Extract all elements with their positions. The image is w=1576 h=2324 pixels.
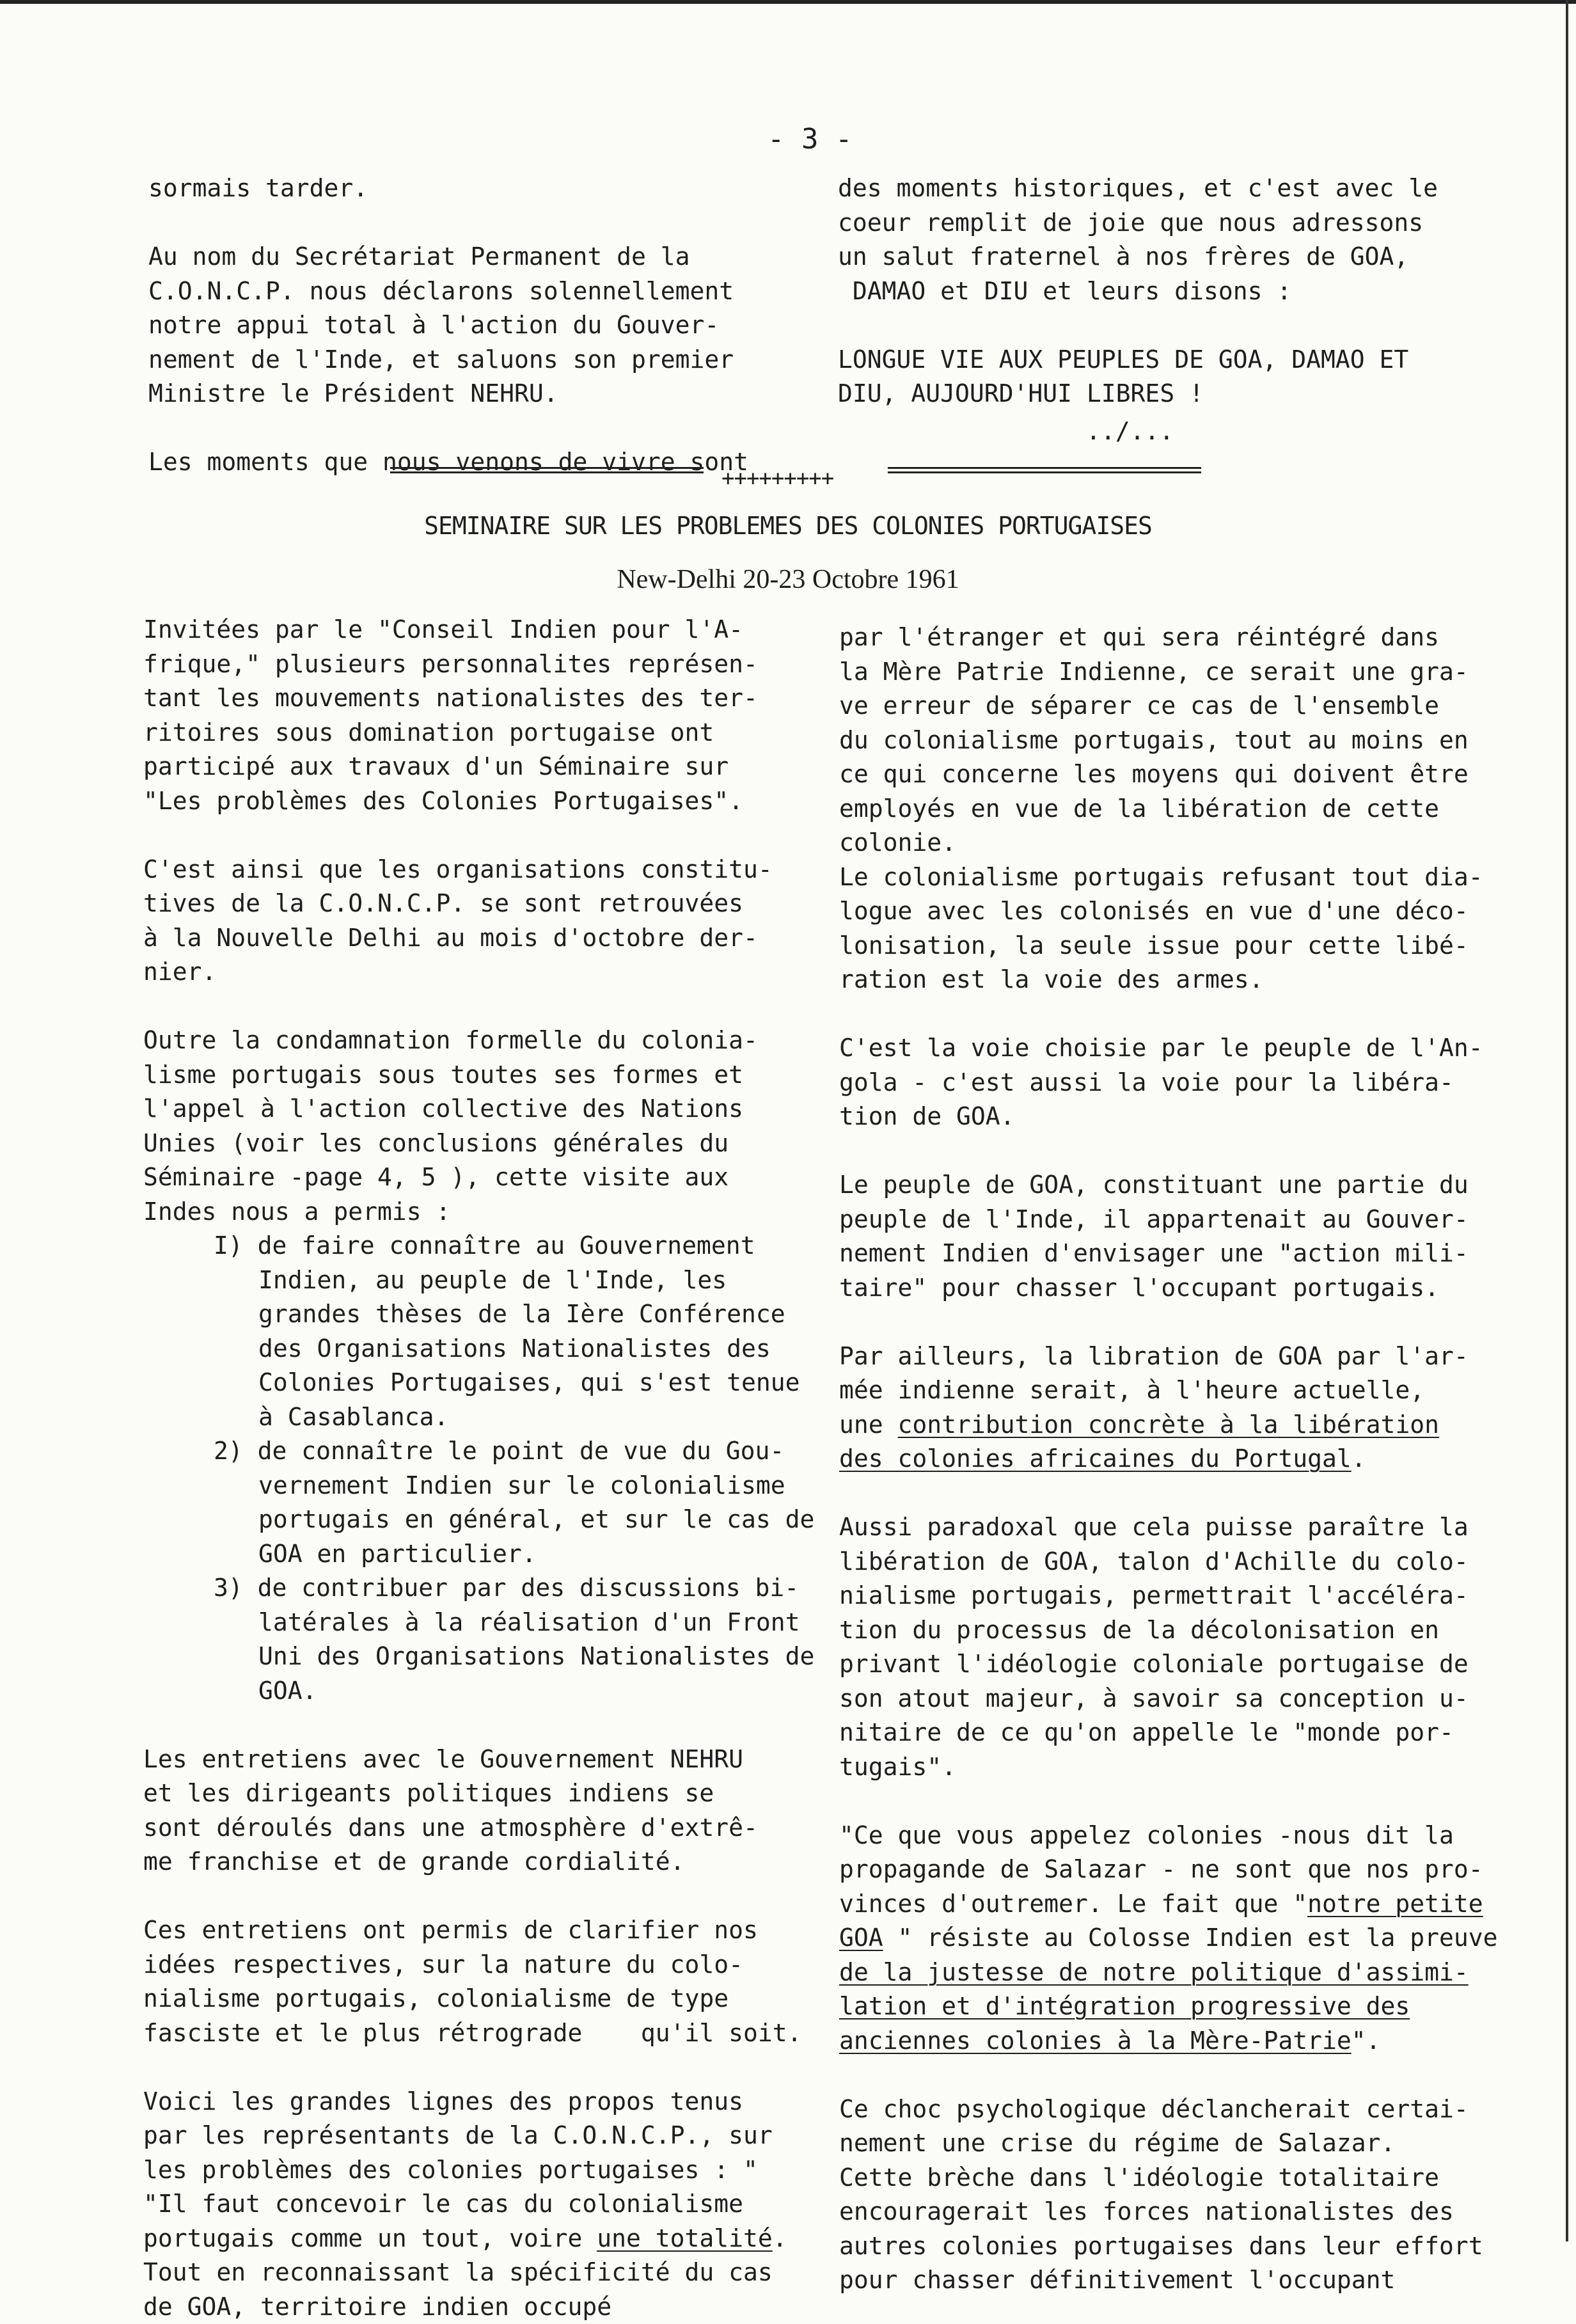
text-line: [143, 853, 821, 887]
line-text: Aussi paradoxal que cela puisse paraître la: [839, 1513, 1469, 1541]
line-text: 3) de contribuer par des discussions bi-: [214, 1574, 799, 1602]
line-text: Outre la condamnation formelle du colonia-: [143, 1026, 758, 1054]
line-text: Invitées par le "Conseil Indien pour l'A-: [143, 615, 743, 644]
text-line: [143, 818, 821, 853]
text-line: [143, 2119, 821, 2153]
line-text: LONGUE VIE AUX PEUPLES DE GOA, DAMAO ET: [838, 345, 1408, 374]
top-left-column: [148, 171, 788, 480]
line-text: taire" pour chasser l'occupant portugais.: [839, 1274, 1439, 1302]
line-text: de GOA, territoire indien occupé: [143, 2293, 611, 2321]
section-divider: [0, 467, 1576, 493]
text-line: [143, 2290, 821, 2324]
line-text: peuple de l'Inde, il appartenait au Gouver-: [839, 1205, 1469, 1233]
text-line: [148, 206, 788, 241]
text-line: [143, 1503, 821, 1537]
line-text: Voici les grandes lignes des propos tenus: [143, 2087, 743, 2115]
text-line: [839, 1373, 1549, 1408]
line-text: Unies (voir les conclusions générales du: [143, 1129, 729, 1157]
line-text: vernement Indien sur le colonialisme: [258, 1471, 785, 1499]
line-text-after: ".: [1351, 2027, 1381, 2055]
line-text: libération de GOA, talon d'Achille du colo-: [839, 1547, 1469, 1576]
left-column: [143, 613, 821, 2324]
text-line: [839, 1682, 1549, 1716]
line-text: I) de faire connaître au Gouvernement: [214, 1231, 755, 1260]
text-line: [839, 1237, 1549, 1271]
text-line: [143, 955, 821, 990]
text-line: [838, 343, 1541, 377]
underlined-text: lation et d'intégration progressive des: [839, 1992, 1410, 2020]
text-line: [148, 411, 788, 446]
text-line: [839, 997, 1549, 1032]
line-text: Colonies Portugaises, qui s'est tenue: [258, 1368, 800, 1396]
text-line: [839, 1476, 1549, 1511]
line-text: propagande de Salazar - ne sont que nos pro-: [839, 1855, 1483, 1883]
line-text: DAMAO et DIU et leurs disons :: [838, 277, 1291, 305]
text-line: [143, 1366, 821, 1400]
underlined-text: de la justesse de notre politique d'assimi-: [839, 1958, 1469, 1986]
line-text: latérales à la réalisation d'un Front: [258, 1608, 800, 1636]
text-line: [839, 1203, 1549, 1237]
text-line: [143, 2256, 821, 2290]
text-line: [839, 1819, 1549, 1853]
text-line: [839, 1408, 1549, 1443]
line-text: Indien, au peuple de l'Inde, les: [258, 1266, 727, 1294]
line-text: par l'étranger et qui sera réintégré dans: [839, 623, 1439, 651]
seminar-place-date: New-Delhi 20-23 Octobre 1961: [0, 564, 1576, 595]
text-line: [839, 1510, 1549, 1545]
line-text: grandes thèses de la Ière Conférence: [258, 1300, 785, 1328]
line-text: Le peuple de GOA, constituant une partie du: [839, 1171, 1469, 1199]
text-line: [143, 1332, 821, 1366]
text-line: [838, 171, 1541, 206]
text-line: [143, 1606, 821, 1640]
text-line: [148, 377, 788, 411]
line-text: ve erreur de séparer ce cas de l'ensemble: [839, 692, 1439, 720]
text-line: [143, 1160, 821, 1195]
line-text: C'est ainsi que les organisations constitu-: [143, 855, 773, 883]
text-line: [143, 990, 821, 1024]
line-text: C.O.N.C.P. nous déclarons solennellement: [148, 277, 734, 305]
text-line: [143, 750, 821, 784]
page-number: - 3 -: [768, 123, 852, 155]
text-line: [143, 1126, 821, 1161]
text-line: [839, 1647, 1549, 1682]
divider-line-left: [390, 467, 704, 473]
line-text: GOA en particulier.: [258, 1540, 537, 1568]
text-line: [148, 274, 788, 309]
line-text: lonisation, la seule issue pour cette libé-: [839, 931, 1469, 960]
line-text: portugais comme un tout, voire: [143, 2224, 597, 2252]
line-text: les problèmes des colonies portugaises : ": [143, 2156, 758, 2184]
text-line: [143, 647, 821, 682]
line-text: nitaire de ce qu'on appelle le "monde por-: [839, 1718, 1454, 1746]
line-text: Ces entretiens ont permis de clarifier nos: [143, 1916, 758, 1944]
text-line: [838, 206, 1541, 241]
text-line: [143, 784, 821, 819]
text-line: [839, 1168, 1549, 1203]
line-text: Séminaire -page 4, 5 ), cette visite aux: [143, 1163, 729, 1191]
text-line: [839, 1989, 1549, 2024]
text-line: [839, 2024, 1549, 2059]
text-line: [839, 894, 1549, 929]
text-line: [143, 1708, 821, 1743]
text-line: [143, 921, 821, 956]
line-text: notre appui total à l'action du Gouver-: [148, 311, 719, 339]
line-text: et les dirigeants politiques indiens se: [143, 1779, 714, 1807]
line-text: l'appel à l'action collective des Nations: [143, 1095, 743, 1123]
line-text: tives de la C.O.N.C.P. se sont retrouvées: [143, 889, 743, 917]
line-text: du colonialisme portugais, tout au moins en: [839, 726, 1469, 754]
line-text: vinces d'outremer. Le fait que ": [839, 1890, 1307, 1918]
line-text: pour chasser définitivement l'occupant: [839, 2266, 1395, 2294]
page-right-edge: [1566, 0, 1568, 2241]
seminar-title: SEMINAIRE SUR LES PROBLEMES DES COLONIES PORTUGAISES: [0, 512, 1576, 540]
text-line: [143, 2016, 821, 2051]
line-text: Cette brèche dans l'idéologie totalitaire: [839, 2163, 1439, 2192]
line-text: frique," plusieurs personnalites représen-: [143, 650, 758, 678]
text-line: [839, 963, 1549, 997]
text-line: [143, 1537, 821, 1572]
text-line: [839, 2229, 1549, 2264]
text-line: [839, 1271, 1549, 1306]
line-text: tugais".: [839, 1753, 956, 1781]
text-line: [143, 1263, 821, 1298]
line-text: Le colonialisme portugais refusant tout dia-: [839, 863, 1483, 891]
text-line: [143, 1400, 821, 1435]
line-text: DIU, AUJOURD'HUI LIBRES !: [838, 379, 1204, 407]
text-line: [143, 1092, 821, 1126]
text-line: [839, 1956, 1549, 1990]
line-text: colonie.: [839, 828, 956, 857]
text-line: [143, 1776, 821, 1811]
line-text: "Il faut concevoir le cas du colonialisme: [143, 2190, 743, 2218]
text-line: [839, 2092, 1549, 2127]
line-text: autres colonies portugaises dans leur effort: [839, 2232, 1483, 2260]
text-line: [143, 1469, 821, 1503]
text-line: [143, 1674, 821, 1709]
text-line: [838, 240, 1541, 274]
text-line: [143, 1297, 821, 1332]
continued-mark: ../...: [1086, 417, 1174, 445]
line-text: nement de l'Inde, et saluons son premier: [148, 345, 734, 374]
line-text: participé aux travaux d'un Séminaire sur: [143, 752, 729, 780]
underlined-text: des colonies africaines du Portugal: [839, 1444, 1351, 1473]
line-text: nialisme portugais, permettrait l'accéléra-: [839, 1581, 1469, 1609]
text-line: [839, 1100, 1549, 1134]
line-text: des moments historiques, et c'est avec le: [838, 174, 1438, 202]
line-text: coeur remplit de joie que nous adressons: [838, 209, 1423, 237]
text-line: [143, 1811, 821, 1846]
line-text: nement une crise du régime de Salazar.: [839, 2129, 1395, 2157]
text-line: [143, 1743, 821, 1777]
line-text: Uni des Organisations Nationalistes de: [258, 1642, 814, 1670]
line-text: une: [839, 1411, 898, 1439]
text-line: [143, 1982, 821, 2016]
text-line: [839, 655, 1549, 690]
line-text: "Ce que vous appelez colonies -nous dit la: [839, 1821, 1454, 1849]
text-line: [839, 757, 1549, 792]
text-line: [838, 274, 1541, 309]
line-text: Les moments que nous venons de vivre sont: [148, 448, 748, 476]
line-text: Au nom du Secrétariat Permanent de la: [148, 242, 690, 271]
text-line: [839, 1134, 1549, 1169]
line-text: ritoires sous domination portugaise ont: [143, 718, 714, 747]
text-line: [839, 1716, 1549, 1750]
line-text: par les représentants de la C.O.N.C.P., sur: [143, 2121, 773, 2149]
line-text: privant l'idéologie coloniale portugaise de: [839, 1650, 1469, 1678]
underlined-text: GOA: [839, 1924, 883, 1952]
line-text: ration est la voie des armes.: [839, 965, 1263, 993]
text-line: [839, 1545, 1549, 1579]
line-text: son atout majeur, à savoir sa conception u-: [839, 1684, 1469, 1712]
text-line: [839, 1887, 1549, 1922]
line-text: fasciste et le plus rétrograde qu'il soit.: [143, 2019, 802, 2047]
line-text: me franchise et de grande cordialité.: [143, 1847, 684, 1876]
text-line: [839, 1031, 1549, 1066]
text-line: [143, 2153, 821, 2188]
text-line: [839, 2058, 1549, 2092]
text-line: [839, 1066, 1549, 1100]
text-line: [839, 621, 1549, 655]
text-line: [143, 1024, 821, 1058]
text-line: [839, 792, 1549, 826]
text-line: [839, 2126, 1549, 2161]
line-text: employés en vue de la libération de cette: [839, 794, 1439, 823]
text-line: [143, 1879, 821, 1914]
line-text: nier.: [143, 958, 216, 986]
text-line: [838, 377, 1541, 411]
text-line: [839, 826, 1549, 860]
text-line: [839, 1579, 1549, 1613]
page-top-edge: [0, 0, 1576, 4]
text-line: [839, 1784, 1549, 1819]
text-line: [838, 308, 1541, 343]
line-text: la Mère Patrie Indienne, ce serait une gra-: [839, 658, 1469, 686]
line-text: lisme portugais sous toutes ses formes et: [143, 1061, 743, 1089]
line-text: sormais tarder.: [148, 174, 368, 202]
line-text: des Organisations Nationalistes des: [258, 1334, 771, 1363]
line-text: tant les mouvements nationalistes des ter-: [143, 684, 758, 712]
text-line: [839, 929, 1549, 963]
line-text: Ce choc psychologique déclancherait certai-: [839, 2095, 1469, 2123]
line-text: "Les problèmes des Colonies Portugaises".: [143, 787, 743, 815]
text-line: [148, 240, 788, 274]
line-text: encouragerait les forces nationalistes des: [839, 2197, 1454, 2225]
line-text: Indes nous a permis :: [143, 1198, 450, 1226]
line-text: GOA.: [258, 1677, 317, 1705]
text-line: [143, 1195, 821, 1229]
text-line: [143, 1640, 821, 1674]
text-line: [143, 1434, 821, 1469]
line-text: idées respectives, sur la nature du colo-: [143, 1950, 743, 1979]
divider-crosses: +++++++++: [721, 466, 833, 491]
underlined-text: anciennes colonies à la Mère-Patrie: [839, 2027, 1351, 2055]
text-line: [148, 343, 788, 377]
text-line: [143, 887, 821, 921]
line-text: Tout en reconnaissant la spécificité du cas: [143, 2258, 773, 2286]
line-text-after: .: [773, 2224, 787, 2252]
text-line: [839, 1613, 1549, 1648]
line-text: Les entretiens avec le Gouvernement NEHRU: [143, 1745, 743, 1773]
text-line: [148, 308, 788, 343]
line-text: portugais en général, et sur le cas de: [258, 1505, 814, 1533]
line-text: tion de GOA.: [839, 1102, 1015, 1130]
line-text: tion du processus de la décolonisation en: [839, 1616, 1439, 1644]
underlined-text: une totalité: [597, 2224, 773, 2252]
text-line: [148, 171, 788, 206]
text-line: [143, 681, 821, 716]
text-line: [143, 2085, 821, 2119]
text-line: [143, 2187, 821, 2222]
text-line: [143, 1229, 821, 1263]
text-line: [143, 1948, 821, 1982]
line-text-after: " résiste au Colosse Indien est la preuve: [883, 1924, 1498, 1952]
text-line: [839, 1853, 1549, 1887]
text-line: [839, 723, 1549, 758]
text-line: [143, 1913, 821, 1948]
text-line: [839, 1442, 1549, 1476]
line-text: nement Indien d'envisager une "action mili-: [839, 1239, 1469, 1267]
text-line: [143, 1845, 821, 1879]
text-line: [839, 2263, 1549, 2298]
top-right-column: [838, 171, 1541, 411]
line-text: nialisme portugais, colonialisme de type: [143, 1984, 729, 2012]
text-line: [143, 1058, 821, 1093]
line-text: mée indienne serait, à l'heure actuelle,: [839, 1376, 1424, 1404]
text-line: [839, 1750, 1549, 1785]
text-line: [839, 1340, 1549, 1374]
line-text: Par ailleurs, la libration de GOA par l'ar-: [839, 1342, 1469, 1370]
text-line: [143, 1571, 821, 1606]
text-line: [143, 613, 821, 647]
text-line: [839, 2195, 1549, 2229]
text-line: [839, 1305, 1549, 1340]
text-line: [839, 689, 1549, 723]
line-text: ce qui concerne les moyens qui doivent être: [839, 760, 1469, 788]
line-text: 2) de connaître le point de vue du Gou-: [214, 1437, 784, 1465]
text-line: [839, 2161, 1549, 2195]
text-line: [839, 1921, 1549, 1956]
line-text: logue avec les colonisés en vue d'une déco-: [839, 897, 1469, 925]
right-column: [839, 621, 1549, 2298]
text-line: [839, 860, 1549, 895]
text-line: [143, 2222, 821, 2256]
underlined-text: notre petite: [1307, 1890, 1483, 1918]
text-line: [143, 2050, 821, 2085]
line-text: sont déroulés dans une atmosphère d'extrê-: [143, 1814, 758, 1842]
line-text: C'est la voie choisie par le peuple de l'An-: [839, 1034, 1483, 1062]
line-text: à la Nouvelle Delhi au mois d'octobre der-: [143, 924, 758, 952]
line-text: un salut fraternel à nos frères de GOA,: [838, 242, 1408, 271]
text-line: [143, 716, 821, 750]
line-text-after: .: [1351, 1444, 1366, 1473]
line-text: Ministre le Président NEHRU.: [148, 379, 558, 407]
line-text: à Casablanca.: [258, 1403, 448, 1431]
line-text: gola - c'est aussi la voie pour la libéra-: [839, 1068, 1454, 1096]
divider-line-right: [888, 467, 1201, 473]
underlined-text: contribution concrète à la libération: [898, 1411, 1439, 1439]
